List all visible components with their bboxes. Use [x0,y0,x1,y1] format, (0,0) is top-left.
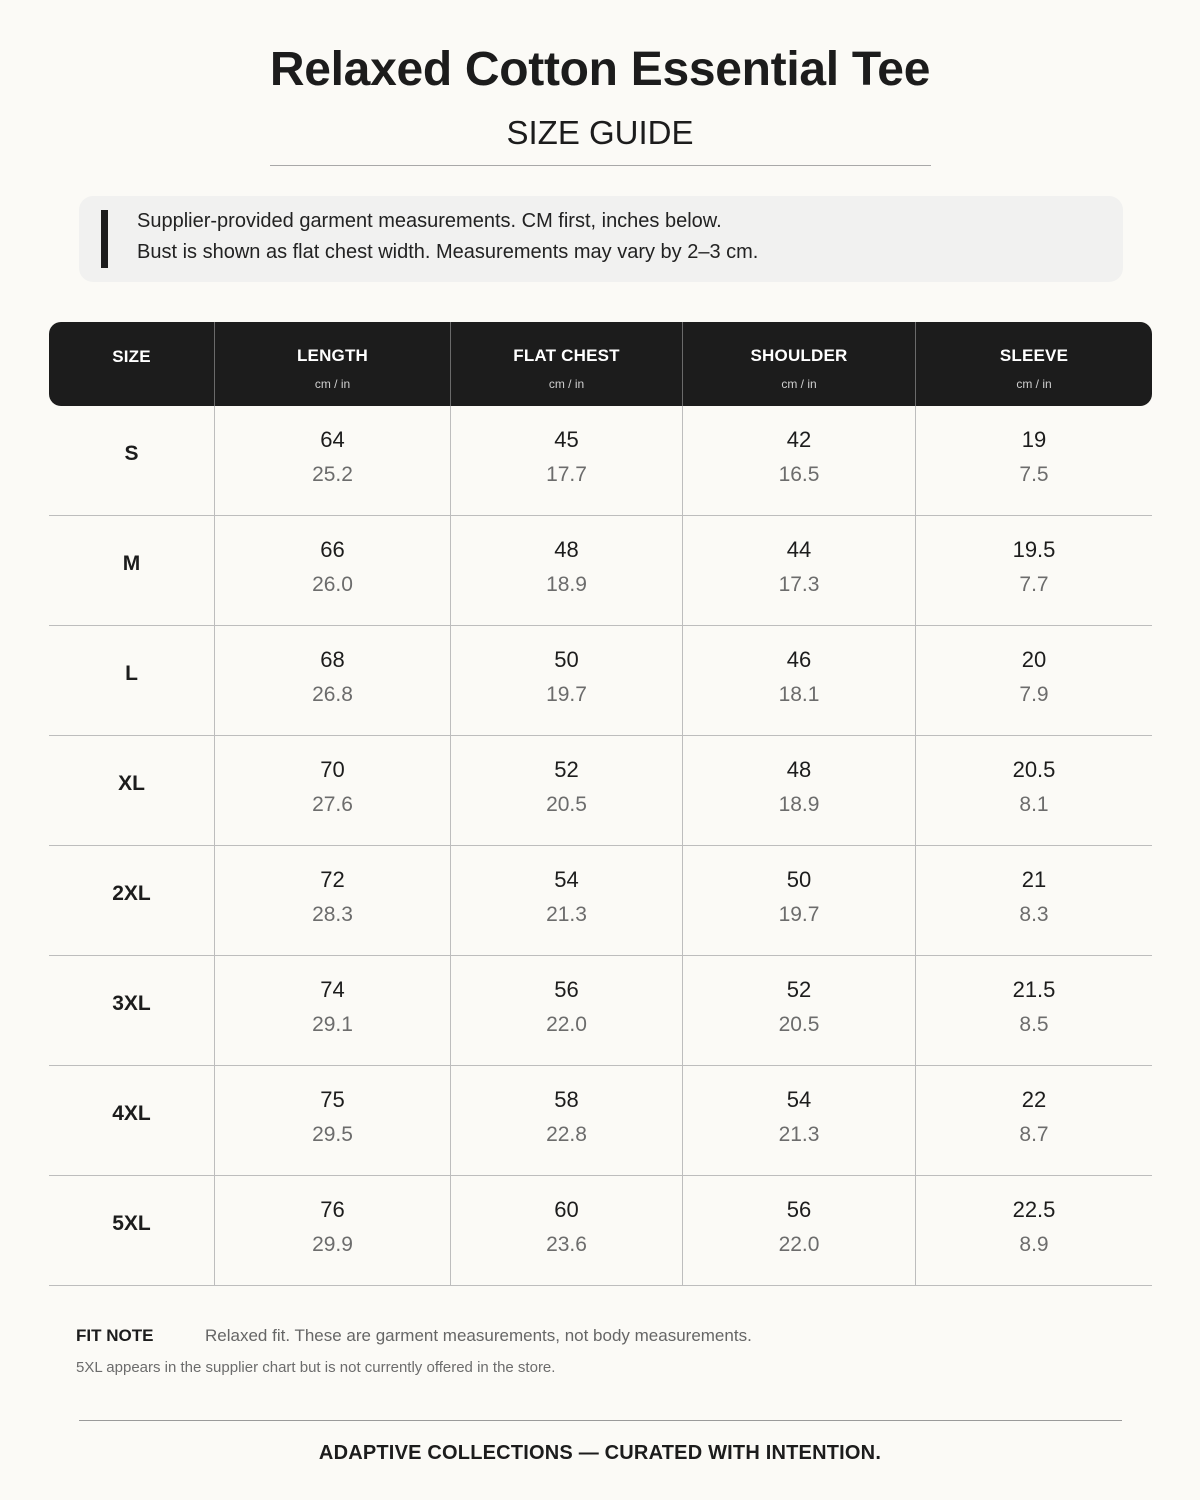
inch-value: 26.0 [312,573,353,596]
size-label: 4XL [112,1102,151,1125]
inch-value: 27.6 [312,793,353,816]
cm-value: 22 [1021,1087,1047,1112]
cm-value: 20.5 [1012,757,1056,782]
inch-value: 7.9 [1019,683,1049,706]
size-label: M [122,552,141,575]
column-header-label: SHOULDER [750,346,848,365]
column-header-label: SIZE [112,347,151,366]
inch-value: 21.3 [778,1123,820,1146]
cm-value: 42 [786,427,812,452]
size-cell [49,956,215,1066]
inch-value: 7.5 [1019,463,1049,486]
inch-value: 7.7 [1019,573,1049,596]
inch-value: 28.3 [312,903,353,926]
length-cell [215,1066,451,1176]
shoulder-cell [683,736,916,846]
flat-chest-cell [451,1176,683,1286]
cm-value: 22.5 [1012,1197,1056,1222]
cm-value: 64 [320,427,345,452]
size-cell [49,516,215,626]
inch-value: 18.9 [778,793,820,816]
size-label: L [125,662,138,685]
column-header-sleeve [916,322,1152,406]
cm-value: 21.5 [1012,977,1056,1002]
inch-value: 8.1 [1019,793,1049,816]
size-cell [49,1176,215,1286]
cm-value: 44 [786,537,812,562]
inch-value: 17.3 [778,573,820,596]
cm-value: 60 [554,1197,579,1222]
inch-value: 25.2 [312,463,353,486]
notice-line-1: Supplier-provided garment measurements. CM first, inches below. [137,210,722,232]
cm-value: 45 [554,427,579,452]
cm-value: 68 [320,647,345,672]
cm-value: 19.5 [1012,537,1056,562]
shoulder-cell [683,956,916,1066]
size-label: 2XL [112,882,151,905]
cm-value: 52 [786,977,812,1002]
column-header-length [215,322,451,406]
cm-value: 20 [1021,647,1047,672]
column-header-flat-chest [451,322,683,406]
sleeve-cell [916,1176,1152,1286]
shoulder-cell [683,846,916,956]
inch-value: 16.5 [778,463,820,486]
page-subtitle: SIZE GUIDE [506,114,694,151]
size-cell [49,626,215,736]
table-row [49,516,1152,626]
inch-value: 29.9 [312,1233,353,1256]
cm-value: 50 [786,867,812,892]
table-row [49,846,1152,956]
column-header-shoulder [683,322,916,406]
sleeve-cell [916,516,1152,626]
column-header-unit: cm / in [781,377,817,391]
inch-value: 22.0 [778,1233,820,1256]
length-cell [215,1176,451,1286]
table-row [49,1176,1152,1286]
inch-value: 8.5 [1019,1013,1049,1036]
cm-value: 48 [554,537,579,562]
length-cell [215,956,451,1066]
cm-value: 66 [320,537,345,562]
cm-value: 72 [320,867,345,892]
size-table [49,322,1152,1286]
size-label: 3XL [112,992,151,1015]
inch-value: 23.6 [546,1233,587,1256]
sleeve-cell [916,736,1152,846]
inch-value: 19.7 [778,903,820,926]
table-body [49,406,1152,1286]
title-divider [270,165,931,166]
length-cell [215,406,451,516]
shoulder-cell [683,1176,916,1286]
cm-value: 54 [554,867,579,892]
column-header-label: FLAT CHEST [513,346,620,365]
inch-value: 20.5 [546,793,587,816]
size-cell [49,846,215,956]
cm-value: 75 [320,1087,345,1112]
size-cell [49,1066,215,1176]
table-row [49,626,1152,736]
inch-value: 26.8 [312,683,353,706]
column-header-label: LENGTH [296,346,369,365]
cm-value: 46 [786,647,812,672]
cm-value: 52 [554,757,579,782]
cm-value: 48 [786,757,812,782]
inch-value: 20.5 [778,1013,820,1036]
column-header-label: SLEEVE [999,346,1069,365]
cm-value: 70 [320,757,345,782]
footer-divider [79,1420,1122,1421]
shoulder-cell [683,1066,916,1176]
flat-chest-cell [451,846,683,956]
length-cell [215,846,451,956]
flat-chest-cell [451,626,683,736]
inch-value: 17.7 [546,463,587,486]
sleeve-cell [916,846,1152,956]
fit-note-subtext: 5XL appears in the supplier chart but is not currently offered in the store. [76,1359,556,1376]
inch-value: 29.5 [312,1123,353,1146]
column-header-unit: cm / in [1016,377,1052,391]
cm-value: 74 [320,977,345,1002]
cm-value: 76 [320,1197,345,1222]
cm-value: 58 [554,1087,579,1112]
fit-note-label: FIT NOTE [76,1326,154,1345]
flat-chest-cell [451,406,683,516]
length-cell [215,736,451,846]
inch-value: 19.7 [546,683,587,706]
shoulder-cell [683,406,916,516]
size-label: XL [118,772,145,795]
table-row [49,406,1152,516]
cm-value: 56 [786,1197,812,1222]
inch-value: 29.1 [312,1013,353,1036]
sleeve-cell [916,956,1152,1066]
column-header-unit: cm / in [548,377,585,391]
cm-value: 50 [554,647,579,672]
length-cell [215,516,451,626]
shoulder-cell [683,516,916,626]
inch-value: 22.8 [546,1123,587,1146]
notice-accent-bar [101,210,108,268]
page-title: Relaxed Cotton Essential Tee [269,43,931,96]
cm-value: 54 [786,1087,812,1112]
inch-value: 8.3 [1019,903,1049,926]
table-row [49,736,1152,846]
cm-value: 19 [1021,427,1047,452]
column-header-unit: cm / in [314,377,351,391]
length-cell [215,626,451,736]
cm-value: 56 [554,977,579,1002]
size-cell [49,406,215,516]
inch-value: 22.0 [546,1013,587,1036]
cm-value: 21 [1021,867,1047,892]
flat-chest-cell [451,736,683,846]
notice-line-2: Bust is shown as flat chest width. Measurements may vary by 2–3 cm. [137,241,759,263]
table-row [49,1066,1152,1176]
sleeve-cell [916,406,1152,516]
inch-value: 8.9 [1019,1233,1049,1256]
inch-value: 18.9 [546,573,587,596]
shoulder-cell [683,626,916,736]
fit-note-text: Relaxed fit. These are garment measurements, not body measurements. [205,1326,752,1345]
sleeve-cell [916,626,1152,736]
inch-value: 8.7 [1019,1123,1049,1146]
column-header-size [49,322,215,406]
size-label: 5XL [112,1212,151,1235]
flat-chest-cell [451,1066,683,1176]
inch-value: 18.1 [778,683,820,706]
size-label: S [124,442,139,465]
table-header [49,322,1152,406]
sleeve-cell [916,1066,1152,1176]
table-row [49,956,1152,1066]
inch-value: 21.3 [546,903,587,926]
size-cell [49,736,215,846]
flat-chest-cell [451,516,683,626]
measurement-notice [79,196,1123,282]
footer-tagline: ADAPTIVE COLLECTIONS — CURATED WITH INTENTION. [318,1442,882,1464]
flat-chest-cell [451,956,683,1066]
